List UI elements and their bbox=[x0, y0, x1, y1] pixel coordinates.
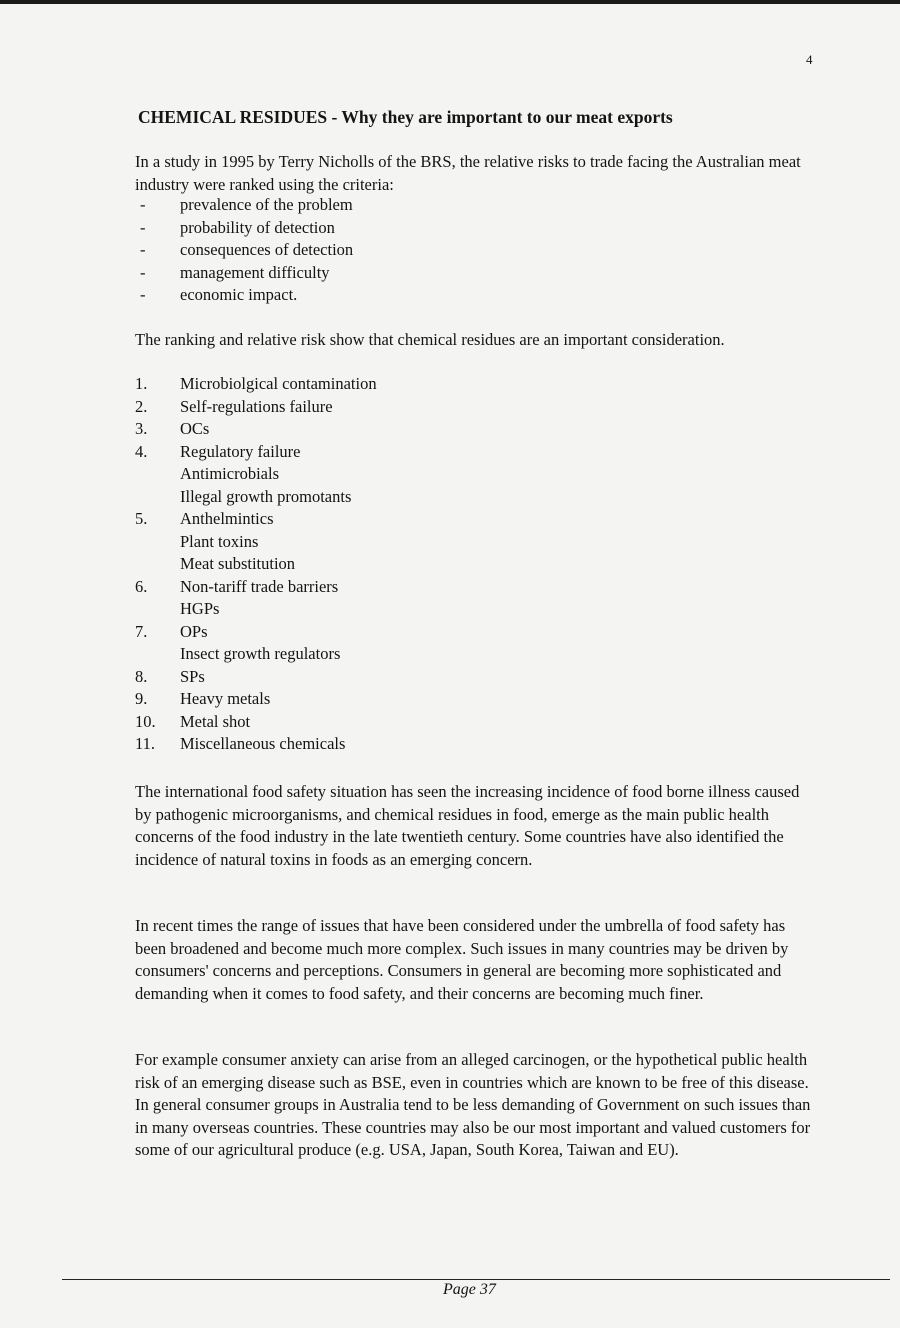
ranked-item bbox=[135, 486, 377, 509]
rank-number: 5. bbox=[135, 509, 148, 528]
rank-text: HGPs bbox=[180, 599, 220, 618]
rank-number: 11. bbox=[135, 734, 156, 753]
dash-marker: - bbox=[140, 262, 146, 282]
ranked-item bbox=[135, 688, 377, 711]
ranked-item bbox=[135, 396, 377, 419]
criteria-item: - consequences of detection bbox=[135, 239, 353, 262]
page-number-top: 4 bbox=[806, 52, 813, 67]
consumer-anxiety-paragraph: For example consumer anxiety can arise from an alleged carcinogen, or the hypothetical public health risk of an emerging disease such as BSE, even in countries which are known to be free of this disease. In general consumer groups in Australia tend to be less demanding of Government on such issues than in many overseas countries. These countries may also be our most important and valued customers for some of our agricultural produce (e.g. USA, Japan, South Korea, Taiwan and EU). bbox=[135, 1050, 811, 1159]
rank-number: 3. bbox=[135, 419, 148, 438]
criteria-item: - prevalence of the problem bbox=[135, 194, 353, 217]
rank-text: Metal shot bbox=[180, 711, 251, 731]
rank-text: Plant toxins bbox=[180, 531, 259, 551]
ranked-risk-list bbox=[135, 373, 377, 756]
ranked-item bbox=[135, 643, 377, 666]
rank-text: Non-tariff trade barriers bbox=[180, 576, 339, 596]
rank-number: 2. bbox=[135, 396, 148, 416]
rank-text: Illegal growth promotants bbox=[180, 486, 352, 506]
ranking-intro-paragraph: The ranking and relative risk show that chemical residues are an important consideration. bbox=[135, 330, 725, 349]
rank-text: SPs bbox=[180, 666, 205, 686]
rank-text: OPs bbox=[180, 621, 208, 641]
criteria-item: - economic impact. bbox=[135, 284, 353, 307]
ranked-item bbox=[135, 733, 377, 756]
ranked-item bbox=[135, 666, 377, 689]
rank-number: 1. bbox=[135, 374, 148, 393]
criteria-item: - management difficulty bbox=[135, 262, 353, 285]
ranked-item bbox=[135, 531, 377, 554]
rank-text: Anthelmintics bbox=[180, 509, 274, 528]
page-footer: Page 37 bbox=[443, 1281, 496, 1298]
rank-number: 7. bbox=[135, 621, 148, 641]
rank-text: Meat substitution bbox=[180, 554, 296, 573]
dash-marker: - bbox=[140, 195, 146, 214]
ranked-item bbox=[135, 553, 377, 576]
title-main: CHEMICAL RESIDUES bbox=[138, 107, 328, 127]
dash-marker: - bbox=[140, 285, 146, 304]
rank-text: Miscellaneous chemicals bbox=[180, 734, 346, 753]
rank-text: Microbiolgical contamination bbox=[180, 374, 377, 393]
ranked-item bbox=[135, 598, 377, 621]
rank-number: 4. bbox=[135, 441, 148, 461]
title-subtitle: - Why they are important to our meat exports bbox=[327, 107, 673, 127]
food-safety-paragraph: The international food safety situation has seen the increasing incidence of food borne illness caused by pathogenic microorganisms, and chemical residues in food, emerge as the main public health concerns of the food industry in the late twentieth century. Some countries have also identified the incidence of natural toxins in foods as an emerging concern. bbox=[135, 782, 800, 869]
rank-text: Antimicrobials bbox=[180, 464, 279, 483]
ranked-item bbox=[135, 621, 377, 644]
criteria-list bbox=[135, 194, 353, 307]
ranked-item bbox=[135, 441, 377, 464]
ranked-item bbox=[135, 711, 377, 734]
rank-text: Self-regulations failure bbox=[180, 396, 333, 416]
rank-number: 8. bbox=[135, 666, 148, 686]
rank-number: 6. bbox=[135, 576, 148, 596]
ranked-item bbox=[135, 576, 377, 599]
ranked-item bbox=[135, 508, 377, 531]
criteria-item: - probability of detection bbox=[135, 217, 353, 240]
dash-marker: - bbox=[140, 217, 146, 237]
top-border-rule bbox=[0, 0, 900, 4]
rank-text: Heavy metals bbox=[180, 689, 271, 708]
rank-text: Insect growth regulators bbox=[180, 644, 341, 663]
intro-paragraph: In a study in 1995 by Terry Nicholls of the BRS, the relative risks to trade facing the Australian meat industry were ranked using the criteria: bbox=[135, 152, 801, 194]
ranked-item bbox=[135, 463, 377, 486]
ranked-item bbox=[135, 373, 377, 396]
rank-number: 10. bbox=[135, 711, 156, 731]
issues-paragraph: In recent times the range of issues that have been considered under the umbrella of food safety has been broadened and become much more complex. Such issues in many countries may be driven by consumers' concerns and perceptions. Consumers in general are becoming more sophisticated and demanding when it comes to food safety, and their concerns are becoming much finer. bbox=[135, 916, 789, 1003]
rank-number: 9. bbox=[135, 689, 148, 708]
rank-text: OCs bbox=[180, 419, 210, 438]
rank-text: Regulatory failure bbox=[180, 441, 301, 461]
footer-rule bbox=[62, 1279, 890, 1280]
ranked-item bbox=[135, 418, 377, 441]
dash-marker: - bbox=[140, 240, 146, 259]
section-title bbox=[138, 107, 673, 128]
